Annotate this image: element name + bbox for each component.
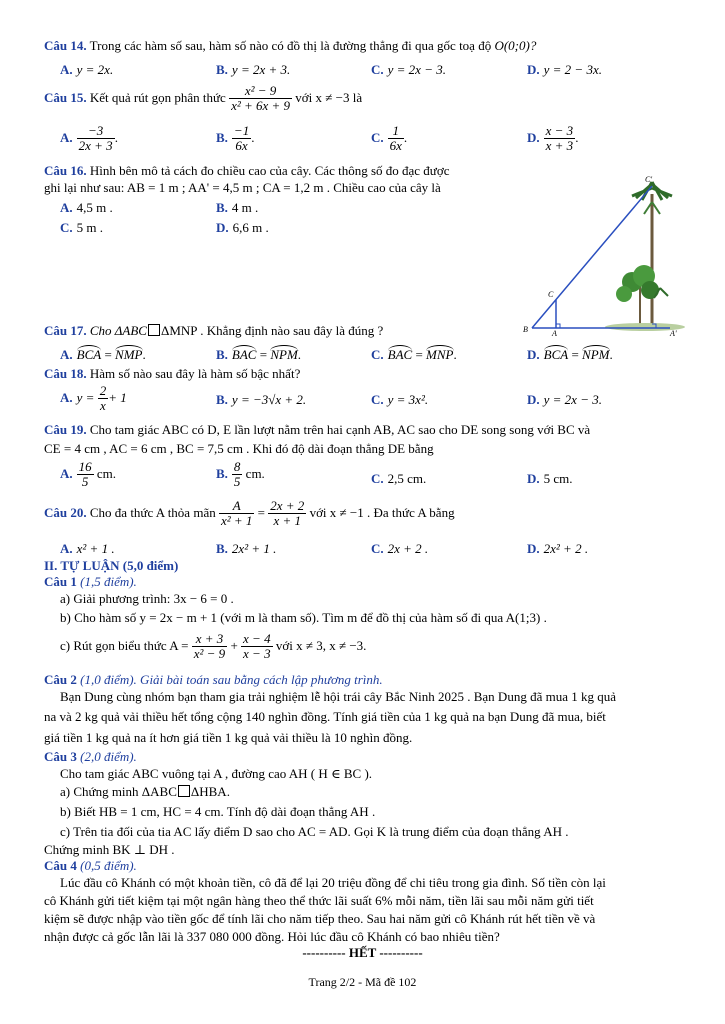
denominator: 2x + 3 (78, 138, 113, 154)
label-c: C (548, 290, 554, 299)
option-suffix: + 1 (108, 389, 127, 405)
question-text: Hàm số nào sau đây là hàm số bậc nhất? (89, 366, 301, 381)
option-label: D. (527, 392, 540, 407)
option-label: B. (216, 541, 228, 556)
option-value: y = 2x − 3. (543, 392, 602, 407)
fraction (241, 632, 273, 662)
option-value: 2x² + 2 . (543, 541, 589, 556)
numerator: x − 3 (545, 123, 574, 138)
right-fraction (268, 499, 306, 529)
q20-option-d[interactable] (527, 541, 588, 557)
question-14 (44, 38, 536, 54)
question-18 (44, 366, 300, 382)
denominator: 6x (235, 138, 248, 154)
option-label: A. (60, 129, 73, 145)
essay-4-line1: Lúc đầu cô Khánh có một khoản tiền, cô đã để lại 20 triệu đồng để chi tiêu trong gia đình. Số tiền còn lại (60, 875, 606, 890)
end-marker: ---------- HẾT ---------- (302, 945, 423, 960)
option-label: A. (60, 347, 73, 362)
left-fraction (219, 499, 254, 529)
question-text: Cho tam giác ABC có D, E lần lượt nằm trên hai cạnh AB, AC sao cho DE song song với BC và (89, 422, 591, 437)
unit: cm. (96, 465, 117, 481)
option-value: y = 2x − 3. (387, 62, 446, 77)
question-label: Câu 17. (44, 323, 87, 338)
option-prefix: y = (76, 389, 95, 405)
unit: cm. (245, 465, 265, 481)
essay-4-line3: kiệm sẽ được nhập vào tiền gốc để tính lãi cho năm tiếp theo. Sau hai năm gửi cô Khánh rút hết tiền về và (44, 911, 596, 926)
fraction (544, 123, 579, 154)
q19-option-c[interactable] (371, 471, 426, 487)
period: . (142, 347, 146, 362)
option-value: x² + 1 . (76, 541, 115, 556)
question-17 (44, 323, 383, 339)
fraction (232, 460, 243, 490)
question-text: Cho đa thức A thỏa mãn (89, 504, 216, 520)
tree-height-figure (520, 172, 690, 337)
small-tree-icon (616, 265, 668, 324)
q15-option-c[interactable] (371, 124, 407, 154)
denominator: 6x (389, 138, 402, 154)
numerator: −3 (77, 124, 115, 139)
essay-3c-line2: Chứng minh BK ⊥ DH . (44, 842, 175, 857)
question-label: Câu 19. (44, 422, 87, 437)
label-b: B (523, 325, 528, 334)
essay-3b: b) Biết HB = 1 cm, HC = 4 cm. Tính độ dài đoạn thẳng AH . (60, 804, 376, 819)
option-value: 2,5 cm. (387, 471, 427, 486)
option-value: y = 2 − 3x. (543, 62, 602, 77)
points: (0,5 điểm). (80, 858, 137, 873)
question-20 (44, 499, 455, 529)
fraction (232, 124, 251, 154)
triangle-abc: Cho ΔABC (89, 323, 147, 338)
points: (1,5 điểm). (80, 574, 137, 589)
period: . (609, 347, 613, 362)
option-label: A. (60, 200, 73, 215)
fraction (98, 384, 109, 414)
q17-option-b[interactable]: B. BAC = NPM. (216, 347, 302, 362)
period: . (575, 129, 579, 145)
option-label: A. (60, 541, 73, 556)
option-label: C. (371, 471, 384, 486)
question-condition: với x ≠ −1 . Đa thức A bằng (309, 504, 455, 520)
option-label: A. (60, 465, 73, 481)
numerator: 16 (78, 459, 92, 474)
q18-option-c[interactable] (371, 392, 428, 408)
fraction (388, 124, 404, 154)
points: (2,0 điểm). (80, 749, 137, 764)
angle-left: BAC (231, 347, 257, 362)
label-c-prime: C' (645, 175, 653, 184)
essay-3-header (44, 749, 137, 765)
q14-option-b[interactable] (216, 62, 290, 78)
question-label: Câu 18. (44, 366, 87, 381)
page-footer: Trang 2/2 - Mã đề 102 (308, 975, 417, 989)
question-16-line2: ghi lại như sau: AB = 1 m ; AA' = 4,5 m ; CA = 1,2 m . Chiều cao của cây là (44, 180, 441, 195)
option-value: 5 m . (76, 220, 104, 235)
question-16 (44, 163, 450, 179)
option-label: C. (371, 62, 384, 77)
essay-1b: b) Cho hàm số y = 2x − m + 1 (với m là tham số). Tìm m để đồ thị của hàm số đi qua A(1;3) . (60, 610, 547, 625)
option-value: y = 2x. (76, 62, 114, 77)
numerator: x² − 9 (229, 84, 292, 99)
denominator: x² − 9 (193, 646, 226, 662)
fraction (192, 632, 227, 662)
q19-option-d[interactable] (527, 471, 573, 487)
question-label: Câu 14. (44, 38, 87, 53)
points: (1,0 điểm). Giải bài toán sau bằng cách lập phương trình. (80, 672, 383, 687)
essay-3c-line1: c) Trên tia đối của tia AC lấy điểm D sao cho AC = AD. Gọi K là trung điểm của đoạn thẳng AH . (60, 824, 569, 839)
option-label: B. (216, 200, 228, 215)
question-text: Trong các hàm số sau, hàm số nào có đồ thị là đường thẳng đi qua gốc toạ độ (89, 38, 492, 53)
numerator: 2 (99, 383, 107, 398)
q18-option-d[interactable] (527, 392, 602, 408)
q15-option-d[interactable] (527, 124, 578, 154)
option-value: 6,6 m . (232, 220, 269, 235)
option-label: B. (216, 465, 228, 481)
q17-option-a[interactable]: A. BCA = NMP. (60, 347, 146, 362)
expr-prefix: c) Rút gọn biểu thức A = (60, 637, 189, 653)
q17-option-c[interactable]: C. BAC = MNP. (371, 347, 457, 362)
plus-sign: + (230, 637, 238, 653)
question-text: Hình bên mô tả cách đo chiều cao của cây. Các thông số đo đạc được (89, 163, 450, 178)
angle-right: NMP (115, 347, 143, 362)
option-value: 4,5 m . (76, 200, 113, 215)
numerator: x + 3 (192, 632, 227, 647)
option-value: 4 m . (231, 200, 259, 215)
similar-symbol-icon (178, 785, 190, 797)
period: . (403, 129, 408, 145)
label-a-prime: A' (670, 329, 677, 337)
denominator: x (100, 398, 106, 414)
option-label: D. (527, 62, 540, 77)
essay-3-intro: Cho tam giác ABC vuông tại A , đường cao AH ( H ∈ BC ). (60, 766, 373, 781)
denominator: x − 3 (243, 646, 271, 662)
period: . (114, 129, 118, 145)
option-label: A. (60, 62, 73, 77)
essay-1c (60, 632, 366, 662)
equals-sign: = (257, 504, 266, 520)
denominator: x² + 6x + 9 (231, 98, 291, 114)
essay-2-line2: na và 2 kg quả vải thiều hết tổng cộng 140 nghìn đồng. Tính giá tiền của 1 kg quả na bạn Dung đã mua, biết (44, 709, 606, 724)
essay-1a: a) Giải phương trình: 3x − 6 = 0 . (60, 591, 234, 606)
angle-left: BCA (543, 347, 569, 362)
option-label: B. (216, 129, 228, 145)
option-value: 5 cm. (543, 471, 573, 486)
q20-option-c[interactable] (371, 541, 428, 557)
option-label: C. (371, 129, 384, 145)
essay-2-header (44, 672, 383, 688)
option-value: 2x² + 1 . (231, 541, 277, 556)
angle-right: NPM (582, 347, 610, 362)
question-label: Câu 20. (44, 504, 87, 520)
option-value: y = 2x + 3. (231, 62, 291, 77)
question-text: ΔMNP . Khẳng định nào sau đây là đúng ? (160, 323, 384, 338)
question-label: Câu 15. (44, 89, 87, 105)
option-value: 2x + 2 . (387, 541, 429, 556)
angle-right: MNP (426, 347, 454, 362)
numerator: A (219, 499, 254, 514)
numerator: 2x + 2 (270, 498, 305, 513)
numerator: 1 (388, 124, 404, 139)
question-label: Câu 2 (44, 672, 77, 687)
option-value: y = 3x². (387, 392, 429, 407)
essay-4-line4: nhận được cả gốc lẫn lãi là 337 080 000 đồng. Hỏi lúc đầu cô Khánh có bao nhiêu tiền? (44, 929, 500, 944)
q18-option-b[interactable] (216, 392, 306, 408)
fraction (77, 460, 94, 490)
period: . (297, 347, 302, 362)
question-label: Câu 1 (44, 574, 77, 589)
option-label: B. (216, 62, 228, 77)
numerator: x − 4 (243, 631, 271, 646)
q19-option-b[interactable] (216, 460, 265, 490)
essay-1-header (44, 574, 137, 590)
essay-2-line3: giá tiền 1 kg quả na ít hơn giá tiền 1 kg quả vải thiều là 10 nghìn đồng. (44, 730, 413, 745)
question-label: Câu 16. (44, 163, 87, 178)
similar-symbol-icon (148, 324, 160, 336)
question-19 (44, 422, 590, 438)
q18-option-a[interactable] (60, 384, 127, 414)
condition: với x ≠ 3, x ≠ −3. (275, 637, 367, 653)
question-15 (44, 84, 362, 114)
essay-2-line1: Bạn Dung cùng nhóm bạn tham gia trải nghiệm lễ hội trái cây Bắc Ninh 2025 . Bạn Dung đã mua 1 kg quả (60, 689, 616, 704)
denominator: x + 1 (273, 513, 302, 529)
option-label: D. (527, 347, 540, 362)
option-label: D. (527, 541, 540, 556)
period: . (251, 129, 255, 145)
q19-option-a[interactable] (60, 460, 116, 490)
fraction (77, 124, 115, 154)
angle-right: NPM (270, 347, 298, 362)
origin-point: O(0;0)? (494, 38, 537, 53)
q14-option-d[interactable] (527, 62, 602, 78)
period: . (453, 347, 457, 362)
q15-option-b[interactable] (216, 124, 254, 154)
option-label: C. (371, 392, 384, 407)
option-label: D. (527, 129, 540, 145)
option-value: y = −3√x + 2. (231, 392, 307, 407)
question-label: Câu 4 (44, 858, 77, 873)
option-label: B. (216, 347, 228, 362)
q20-option-b[interactable] (216, 541, 276, 557)
q14-option-c[interactable] (371, 62, 446, 78)
denominator: x² + 1 (220, 513, 253, 529)
q16-option-a[interactable] (60, 200, 113, 216)
option-label: A. (60, 389, 73, 405)
angle-left: BAC (387, 347, 413, 362)
essay-4-line2: cô Khánh gửi tiết kiệm tại một ngân hàng theo thể thức lãi suất 6% mỗi năm, tiền lãi sau mỗi năm gửi tiết (44, 893, 594, 908)
condition: với x ≠ −3 là (295, 89, 363, 105)
numerator: 8 (233, 459, 241, 474)
text-suffix: ΔHBA. (190, 784, 230, 799)
sight-line (532, 186, 652, 328)
q20-option-a[interactable] (60, 541, 115, 557)
q16-option-d[interactable] (216, 220, 269, 236)
question-label: Câu 3 (44, 749, 77, 764)
text-prefix: a) Chứng minh ΔABC (60, 784, 177, 799)
fraction (229, 84, 292, 114)
numerator: −1 (233, 123, 250, 138)
option-label: D. (216, 220, 229, 235)
label-a: A (552, 329, 557, 337)
denominator: 5 (81, 474, 89, 490)
question-text: Kết quả rút gọn phân thức (89, 89, 226, 105)
denominator: x + 3 (545, 138, 574, 154)
option-label: C. (371, 541, 384, 556)
option-label: D. (527, 471, 540, 486)
angle-left: BCA (76, 347, 102, 362)
option-label: C. (371, 347, 384, 362)
essay-3a (60, 784, 230, 800)
option-label: B. (216, 392, 228, 407)
q17-option-d[interactable]: D. BCA = NPM. (527, 347, 613, 362)
denominator: 5 (233, 474, 241, 490)
q14-option-a[interactable] (60, 62, 113, 78)
q16-option-c[interactable] (60, 220, 103, 236)
option-label: C. (60, 220, 73, 235)
q15-option-a[interactable] (60, 124, 118, 154)
section-title: II. TỰ LUẬN (5,0 điểm) (44, 558, 179, 573)
essay-4-header (44, 858, 137, 874)
question-19-line2: CE = 4 cm , AC = 6 cm , BC = 7,5 cm . Khi đó độ dài đoạn thẳng DE bằng (44, 441, 434, 456)
q16-option-b[interactable] (216, 200, 258, 216)
